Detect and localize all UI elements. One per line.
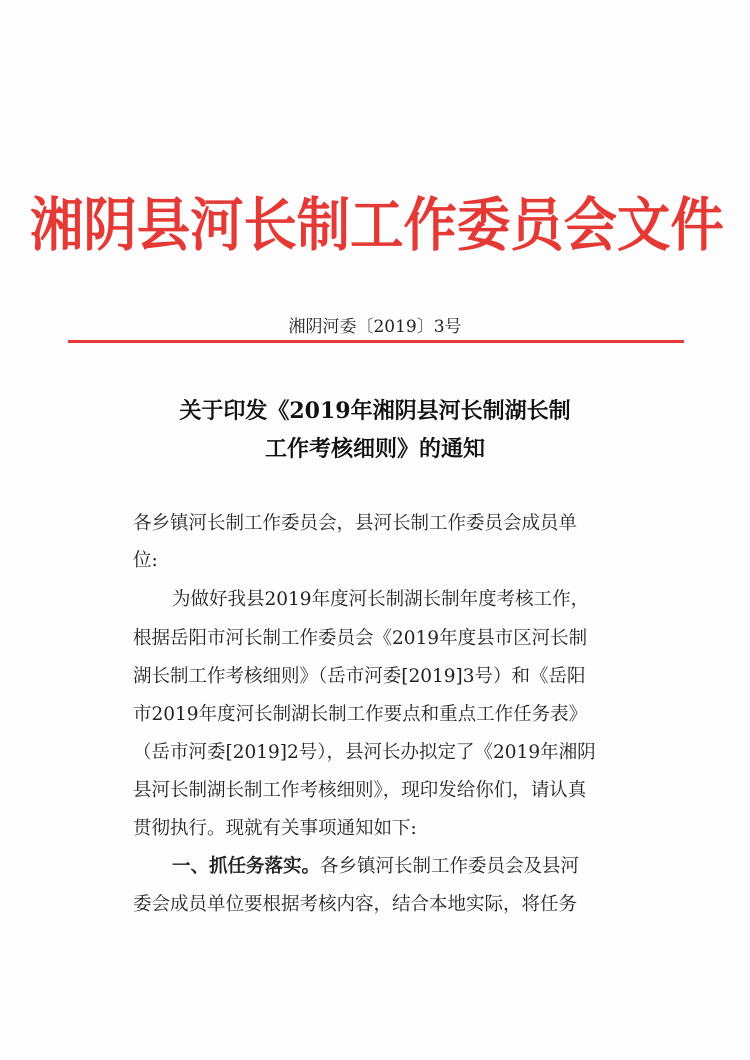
paragraph-line: 市2019年度河长制湖长制工作要点和重点工作任务表》: [133, 704, 588, 725]
paragraph-line: 县河长制湖长制工作考核细则》，现印发给你们，请认真: [133, 780, 587, 801]
notice-title-line-2: 工作考核细则》的通知: [264, 436, 485, 462]
paragraph-line: 贯彻执行。现就有关事项通知如下:: [133, 818, 417, 839]
section-1-line-1: [172, 852, 579, 878]
org-header-title: 湘阴县河长制工作委员会文件: [30, 191, 724, 259]
red-divider-line: [68, 340, 684, 343]
paragraph-line: （岳市河委[2019]2号），县河长办拟定了《2019年湘阴: [133, 742, 596, 763]
paragraph-line: 为做好我县2019年度河长制湖长制年度考核工作，: [172, 589, 590, 610]
paragraph-line: 根据岳阳市河长制工作委员会《2019年度县市区河长制: [133, 628, 588, 649]
salutation-line-2: 位:: [133, 550, 158, 571]
paragraph-line: 湖长制工作考核细则》（岳市河委[2019]3号）和《岳阳: [133, 666, 586, 687]
section-1-text: 各乡镇河长制工作委员会及县河: [320, 856, 580, 877]
section-1-heading: 一、抓任务落实。: [172, 856, 321, 877]
document-number: 湘阴河委〔2019〕3号: [288, 317, 462, 337]
section-1-line-2: 委会成员单位要根据考核内容，结合本地实际，将任务: [133, 894, 578, 915]
salutation-line-1: 各乡镇河长制工作委员会，县河长制工作委员会成员单: [133, 513, 578, 534]
notice-title-line-1: 关于印发《2019年湘阴县河长制湖长制: [179, 398, 571, 424]
